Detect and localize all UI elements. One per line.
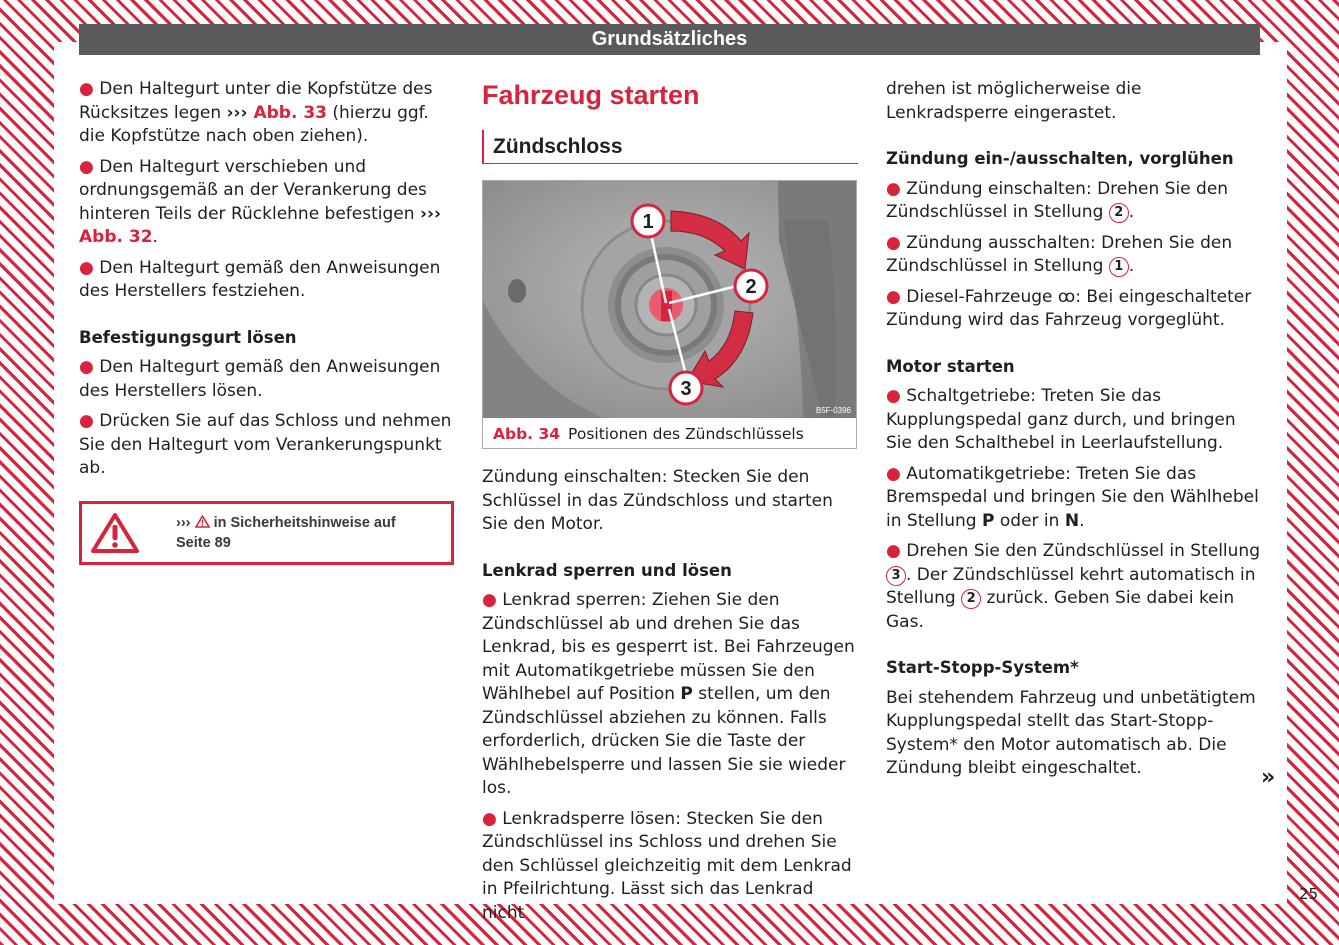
bullet-paragraph: ● Diesel-Fahrzeuge ꝏ: Bei eingeschalteter Zündung wird das Fahrzeug vorgeglüht.: [886, 286, 1252, 330]
bullet-paragraph: ● Den Haltegurt gemäß den Anweisungen des Herstellers festziehen.: [79, 257, 441, 301]
subheading: Zündung ein-/ausschalten, vorglühen: [886, 149, 1234, 168]
body-paragraph: Bei stehendem Fahrzeug und unbetätigtem Kupplungspedal stellt das Start-Stopp-System* den Motor automatisch ab. Die Zündung bleibt eingeschaltet.: [886, 687, 1256, 778]
bullet-icon: ●: [886, 232, 907, 253]
safety-notice-text: ››› in Sicherheitshinweise auf Seite 89: [176, 514, 396, 551]
bullet-paragraph: ● Zündung einschalten: Drehen Sie den Zündschlüssel in Stellung 2 .: [886, 178, 1229, 222]
bullet-icon: ●: [886, 386, 907, 406]
marker-1: [632, 205, 664, 237]
bullet-icon: ●: [886, 286, 907, 307]
bullet-icon: ●: [886, 541, 907, 561]
marker-2: [735, 270, 767, 302]
warning-triangle-icon: [90, 512, 140, 554]
section-subtitle: Zündschloss: [482, 130, 858, 164]
bullet-icon: ●: [886, 178, 907, 199]
bullet-icon: ●: [79, 79, 100, 99]
svg-text:3: 3: [680, 378, 692, 400]
column-left: [79, 78, 455, 565]
subheading: Motor starten: [886, 356, 1015, 376]
bullet-paragraph: ● Drücken Sie auf das Schloss und nehmen Sie den Haltegurt vom Verankerungspunkt ab.: [79, 411, 452, 478]
bullet-icon: ●: [79, 156, 100, 177]
bullet-icon: ●: [482, 590, 503, 610]
safety-notice-box[interactable]: [79, 501, 454, 565]
bullet-paragraph: ● Lenkrad sperren: Ziehen Sie den Zündschlüssel ab und drehen Sie das Lenkrad, bis es gesperrt ist. Bei Fahrzeugen mit Automatikgetriebe müssen Sie den Wählhebel auf Position P stellen, um den Zündschlüssel abziehen zu können. Falls erforderlich, drücken Sie die Taste der Wählhebelsperre und lassen Sie sie wieder los.: [482, 590, 855, 798]
bullet-icon: ●: [886, 463, 907, 484]
column-middle: [482, 78, 858, 932]
bullet-paragraph: ● Zündung ausschalten: Drehen Sie den Zündschlüssel in Stellung 1 .: [886, 232, 1233, 276]
svg-text:2: 2: [745, 276, 757, 298]
figure-link[interactable]: Abb. 33: [253, 102, 327, 123]
bullet-icon: ●: [79, 357, 100, 377]
figure-link[interactable]: Abb. 32: [79, 227, 153, 247]
subheading: Start-Stopp-System*: [886, 658, 1079, 677]
chevron-link-icon: ›››: [176, 514, 191, 531]
chevron-link-icon: ›››: [226, 102, 254, 123]
figure-caption: Abb. 34 Positionen des Zündschlüssels: [493, 425, 804, 443]
position-marker: 1: [1109, 257, 1129, 277]
figure-ignition: [482, 180, 857, 449]
bullet-paragraph: ● Den Haltegurt unter die Kopfstütze des Rücksitzes legen ››› Abb. 33 (hierzu ggf. die Kopfstütze nach oben ziehen).: [79, 79, 433, 146]
column-right: [886, 78, 1262, 788]
chevron-link-icon: ›››: [419, 203, 441, 224]
bullet-icon: ●: [79, 411, 100, 431]
glow-plug-icon: ꝏ: [1057, 286, 1076, 307]
page-number: 25: [1299, 885, 1319, 903]
position-marker: 2: [961, 589, 981, 609]
bullet-paragraph: ● Drehen Sie den Zündschlüssel in Stellung 3 . Der Zündschlüssel kehrt automatisch in Stellung 2 zurück. Geben Sie dabei kein Gas.: [886, 541, 1260, 632]
bullet-paragraph: ● Den Haltegurt gemäß den Anweisungen des Herstellers lösen.: [79, 357, 441, 401]
page-title: Fahrzeug starten: [482, 80, 700, 110]
bullet-paragraph: ● Schaltgetriebe: Treten Sie das Kupplungspedal ganz durch, und bringen Sie den Schalthebel in Leerlaufstellung.: [886, 386, 1236, 453]
figure-code: B5F-0396: [815, 406, 851, 415]
position-marker: 2: [1109, 203, 1129, 223]
marker-3: [670, 372, 702, 404]
bullet-paragraph: ● Lenkradsperre lösen: Stecken Sie den Zündschlüssel ins Schloss und drehen Sie den Schlüssel gleichzeitig mit dem Lenkrad in Pfeilrichtung. Lässt sich das Lenkrad nicht: [482, 808, 852, 923]
bullet-paragraph: ● Den Haltegurt verschieben und ordnungsgemäß an der Verankerung des hinteren Teils der Rücklehne befestigen ››› Abb. 32.: [79, 156, 441, 247]
bullet-icon: ●: [79, 257, 100, 278]
subheading: Befestigungsgurt lösen: [79, 327, 297, 347]
section-header: Grundsätzliches: [79, 24, 1260, 55]
svg-text:1: 1: [642, 211, 654, 233]
position-marker: 3: [886, 566, 906, 586]
bullet-icon: ●: [482, 808, 503, 829]
subheading: Lenkrad sperren und lösen: [482, 560, 732, 580]
small-warning-icon: [195, 515, 210, 528]
ignition-lock-illustration: [483, 181, 856, 418]
continue-arrow-icon: »: [1261, 765, 1276, 790]
bullet-paragraph: ● Automatikgetriebe: Treten Sie das Bremspedal und bringen Sie den Wählhebel in Stellung P oder in N.: [886, 463, 1259, 531]
body-paragraph: drehen ist möglicherweise die Lenkradsperre eingerastet.: [886, 79, 1142, 123]
body-paragraph: Zündung einschalten: Stecken Sie den Schlüssel in das Zündschloss und starten Sie den Motor.: [482, 467, 833, 534]
